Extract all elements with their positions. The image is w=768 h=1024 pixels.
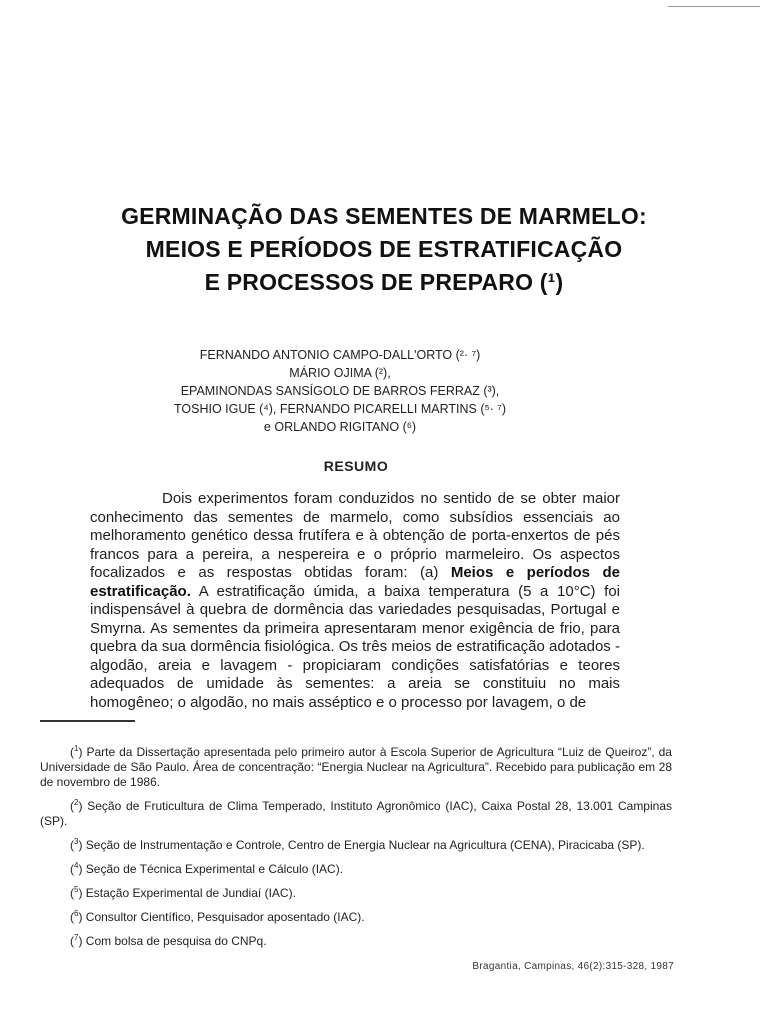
abstract-text [90, 490, 620, 712]
title-line-1: GERMINAÇÃO DAS SEMENTES DE MARMELO: [121, 203, 647, 229]
footnote-rule [40, 720, 135, 722]
footnotes [40, 741, 672, 954]
footnote-mark: 6 [74, 909, 79, 918]
corner-rule [668, 6, 760, 7]
title-line-2: MEIOS E PERÍODOS DE ESTRATIFICAÇÃO [145, 236, 623, 262]
footnote: ($^5$) Estação Experimental de Jundiaí (IAC). [70, 885, 296, 900]
footnote: ($^3$) Seção de Instrumentação e Controle, Centro de Energia Nuclear na Agricultura (CENA), Piracicaba (SP). [70, 837, 645, 852]
footnote-text: Estação Experimental de Jundiaí (IAC). [85, 886, 296, 900]
footnote: ($^2$) Seção de Fruticultura de Clima Temperado, Instituto Agronômico (IAC), Caixa Postal 28, 13.001 Campinas (SP). [40, 798, 672, 828]
abstract-part-2: A estratificação úmida, a baixa temperatura (5 a 10°C) foi indispensável à quebra de dormência das variedades pesquisadas, Portugal e Smyrna. As sementes da primeira apresentaram menor exigência de frio, para quebra da sua dormência fisiológica. Os três meios de estratificação adotados - algodão, areia e lavagem - propiciaram condições satisfatórias e teores adequados de umidade às sementes: a areia se constituiu no mais homogêneo; o algodão, no mais asséptico e o processo por lavagem, o de [90, 582, 620, 711]
footnote-mark: 5 [74, 885, 79, 894]
footnote: ($^7$) Com bolsa de pesquisa do CNPq. [70, 933, 267, 948]
footnote-text: Seção de Técnica Experimental e Cálculo (IAC). [85, 862, 344, 876]
footnote-mark: 2 [74, 798, 79, 807]
footnote-text: Parte da Dissertação apresentada pelo primeiro autor à Escola Superior de Agricultura “Luiz de Queiroz”, da Universidade de São Paulo. Área de concentração: “Energia Nuclear na Agricultura”. Recebido para publicação em 28 de novembro de 1986. [40, 745, 672, 789]
abstract-part-1: Dois experimentos foram conduzidos no sentido de se obter maior conhecimento das sementes de marmelo, como subsídios essenciais ao melhoramento genético dessa frutífera e à obtenção de porta-enxertos de pés francos para a pereira, a nespereira e o próprio marmeleiro. Os aspectos focalizados e as respostas obtidas foram: (a) [90, 490, 620, 581]
author-line: MÁRIO OJIMA (²), [289, 366, 391, 380]
author-line: TOSHIO IGUE (⁴), FERNANDO PICARELLI MARTINS (⁵· ⁷) [173, 402, 506, 416]
footnote-text: Consultor Científico, Pesquisador aposentado (IAC). [85, 910, 365, 924]
resumo-heading: RESUMO [323, 458, 389, 474]
footnote-mark: 4 [74, 861, 79, 870]
abstract-bold-heading: Meios e períodos de estratificação. [90, 564, 620, 600]
footnote-mark: 1 [74, 744, 79, 753]
author-line: FERNANDO ANTONIO CAMPO-DALL'ORTO (²· ⁷) [199, 348, 481, 362]
author-line: EPAMINONDAS SANSÍGOLO DE BARROS FERRAZ (³), [180, 384, 500, 398]
footnote: ($^4$) Seção de Técnica Experimental e Cálculo (IAC). [70, 861, 344, 876]
footnote-text: Seção de Fruticultura de Clima Temperado, Instituto Agronômico (IAC), Caixa Postal 28, 13.001 Campinas (SP). [40, 799, 672, 828]
footnote-mark: 7 [74, 933, 79, 942]
footnote-mark: 3 [74, 837, 79, 846]
footnote: ($^6$) Consultor Científico, Pesquisador aposentado (IAC). [70, 909, 365, 924]
paper-title [40, 200, 728, 299]
abstract-paragraph [90, 490, 620, 712]
title-line-3: E PROCESSOS DE PREPARO (¹) [204, 269, 564, 295]
footnote-text: Seção de Instrumentação e Controle, Centro de Energia Nuclear na Agricultura (CENA), Piracicaba (SP). [85, 838, 645, 852]
footnote: ($^1$) Parte da Dissertação apresentada pelo primeiro autor à Escola Superior de Agricultura “Luiz de Queiroz”, da Universidade de São Paulo. Área de concentração: “Energia Nuclear na Agricultura”. Recebido para publicação em 28 de novembro de 1986. [40, 744, 672, 789]
author-list [90, 346, 590, 436]
footnote-text: Com bolsa de pesquisa do CNPq. [85, 934, 267, 948]
author-line: e ORLANDO RIGITANO (⁶) [263, 420, 417, 434]
journal-citation: Bragantia, Campinas, 46(2):315-328, 1987 [472, 961, 674, 972]
